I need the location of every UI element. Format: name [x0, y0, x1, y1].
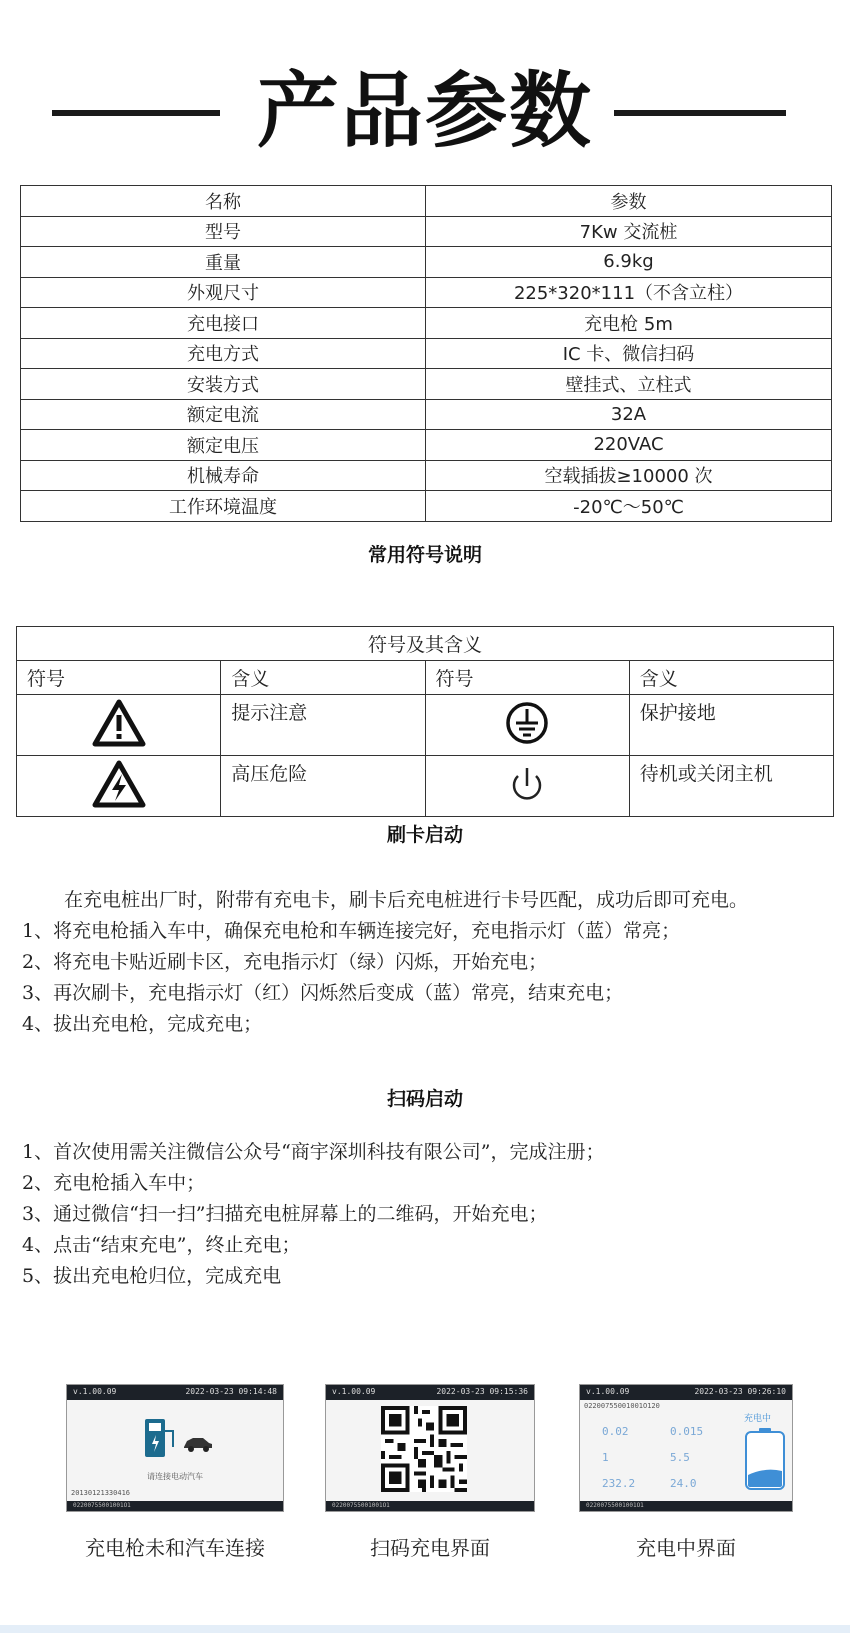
scan-start-title: 扫码启动 — [386, 1088, 463, 1110]
screen-not-connected — [66, 1384, 284, 1512]
col-symbol: 符号 — [17, 661, 221, 695]
params-header-name: 名称 — [21, 186, 426, 217]
qr-code-icon — [381, 1406, 467, 1492]
card-start-title: 刷卡启动 — [386, 824, 463, 846]
charge-value: 0.015 — [670, 1425, 704, 1438]
symbol-cell — [425, 756, 629, 817]
param-name: 充电接口 — [21, 308, 426, 339]
page-title: 产品参数 — [256, 64, 593, 159]
battery-icon — [744, 1427, 786, 1491]
table-row — [21, 247, 832, 278]
screen-datetime: 2022-03-23 09:15:36 — [436, 1387, 528, 1396]
symbols-header-row — [17, 661, 834, 695]
params-header-value: 参数 — [426, 186, 832, 217]
param-value: 6.9kg — [426, 247, 832, 278]
table-row — [21, 338, 832, 369]
col-meaning: 含义 — [221, 661, 425, 695]
charge-value: 0.02 — [602, 1425, 629, 1438]
charge-value: 232.2 — [602, 1477, 636, 1490]
screen-datetime: 2022-03-23 09:14:48 — [185, 1387, 277, 1396]
screen-message: 请连接电动汽车 — [147, 1472, 203, 1481]
param-name: 额定电压 — [21, 430, 426, 461]
card-step: 3、再次刷卡，充电指示灯（红）闪烁然后变成（蓝）常亮，结束充电； — [22, 982, 624, 1004]
symbols-section-title: 常用符号说明 — [367, 544, 482, 566]
params-table — [20, 185, 832, 522]
param-name: 重量 — [21, 247, 426, 278]
screen-line1: 20130121330416 — [71, 1489, 131, 1497]
param-name: 充电方式 — [21, 338, 426, 369]
screen-status-bar — [67, 1385, 283, 1400]
title-rule-right — [614, 110, 786, 116]
card-step: 2、将充电卡贴近刷卡区，充电指示灯（绿）闪烁，开始充电； — [22, 951, 548, 973]
table-row — [21, 430, 832, 461]
table-row — [21, 277, 832, 308]
table-row — [21, 491, 832, 522]
param-value: 225*320*111（不含立柱） — [426, 277, 832, 308]
screen-charging — [579, 1384, 793, 1512]
scan-step: 2、充电枪插入车中； — [22, 1172, 206, 1194]
meaning-cell: 高压危险 — [221, 756, 425, 817]
param-value: 充电枪 5m — [426, 308, 832, 339]
warning-icon — [92, 698, 146, 748]
table-row — [21, 460, 832, 491]
card-step: 1、将充电枪插入车中，确保充电枪和车辆连接完好，充电指示灯（蓝）常亮； — [22, 920, 681, 942]
screen-caption: 充电枪未和汽车连接 — [85, 1536, 265, 1560]
param-name: 外观尺寸 — [21, 277, 426, 308]
param-value: 壁挂式、立柱式 — [426, 369, 832, 400]
col-meaning: 含义 — [629, 661, 833, 695]
params-header-row — [21, 186, 832, 217]
param-value: 220VAC — [426, 430, 832, 461]
screen-version: v.1.00.09 — [332, 1387, 376, 1396]
power-icon — [507, 762, 547, 806]
ground-icon — [504, 700, 550, 746]
high-voltage-icon — [92, 759, 146, 809]
charge-value: 5.5 — [670, 1451, 690, 1464]
param-name: 安装方式 — [21, 369, 426, 400]
screen-status-bar — [580, 1385, 792, 1400]
bottom-strip — [0, 1625, 850, 1633]
charge-value: 1 — [602, 1451, 609, 1464]
page-header — [0, 62, 850, 162]
table-row — [17, 695, 834, 756]
charge-value: 24.0 — [670, 1477, 697, 1490]
col-symbol: 符号 — [425, 661, 629, 695]
table-row — [21, 399, 832, 430]
charger-icon — [143, 1417, 177, 1459]
param-name: 机械寿命 — [21, 460, 426, 491]
param-name: 工作环境温度 — [21, 491, 426, 522]
meaning-cell: 提示注意 — [221, 695, 425, 756]
screen-footer: 02200755001001O1 — [67, 1501, 283, 1511]
table-row — [21, 369, 832, 400]
screen-caption: 充电中界面 — [636, 1536, 736, 1560]
screen-version: v.1.00.09 — [586, 1387, 630, 1396]
param-value: -20℃～50℃ — [426, 491, 832, 522]
scan-step: 1、首次使用需关注微信公众号“商宇深圳科技有限公司”，完成注册； — [22, 1141, 605, 1163]
symbol-cell — [425, 695, 629, 756]
card-start-intro: 在充电桩出厂时，附带有充电卡，刷卡后充电桩进行卡号匹配，成功后即可充电。 — [64, 889, 749, 911]
table-row — [21, 308, 832, 339]
screen-footer: 02200755001001O1 — [580, 1501, 792, 1511]
symbol-cell — [17, 695, 221, 756]
screen-qr — [325, 1384, 535, 1512]
param-value: 32A — [426, 399, 832, 430]
param-value: 空载插拔≥10000 次 — [426, 460, 832, 491]
scan-step: 4、点击“结束充电”，终止充电； — [22, 1234, 301, 1256]
card-step: 4、拔出充电枪，完成充电； — [22, 1013, 263, 1035]
symbols-table — [16, 626, 834, 817]
screen-datetime: 2022-03-23 09:26:10 — [694, 1387, 786, 1396]
meaning-cell: 待机或关闭主机 — [629, 756, 833, 817]
symbol-cell — [17, 756, 221, 817]
screen-footer: 02200755001001O1 — [326, 1501, 534, 1511]
param-value: IC 卡、微信扫码 — [426, 338, 832, 369]
symbols-table-title-row — [17, 627, 834, 661]
scan-step: 5、拔出充电枪归位，完成充电 — [22, 1265, 282, 1287]
param-name: 型号 — [21, 216, 426, 247]
table-row — [17, 756, 834, 817]
symbols-table-title: 符号及其含义 — [17, 627, 834, 661]
param-name: 额定电流 — [21, 399, 426, 430]
charging-status: 充电中 — [744, 1414, 772, 1424]
car-icon — [182, 1435, 214, 1453]
scan-step: 3、通过微信“扫一扫”扫描充电桩屏幕上的二维码，开始充电； — [22, 1203, 548, 1225]
screen-id: 02200755001001O120 — [584, 1402, 660, 1410]
screen-caption: 扫码充电界面 — [370, 1536, 490, 1560]
meaning-cell: 保护接地 — [629, 695, 833, 756]
table-row — [21, 216, 832, 247]
screen-version: v.1.00.09 — [73, 1387, 117, 1396]
param-value: 7Kw 交流桩 — [426, 216, 832, 247]
screen-status-bar — [326, 1385, 534, 1400]
